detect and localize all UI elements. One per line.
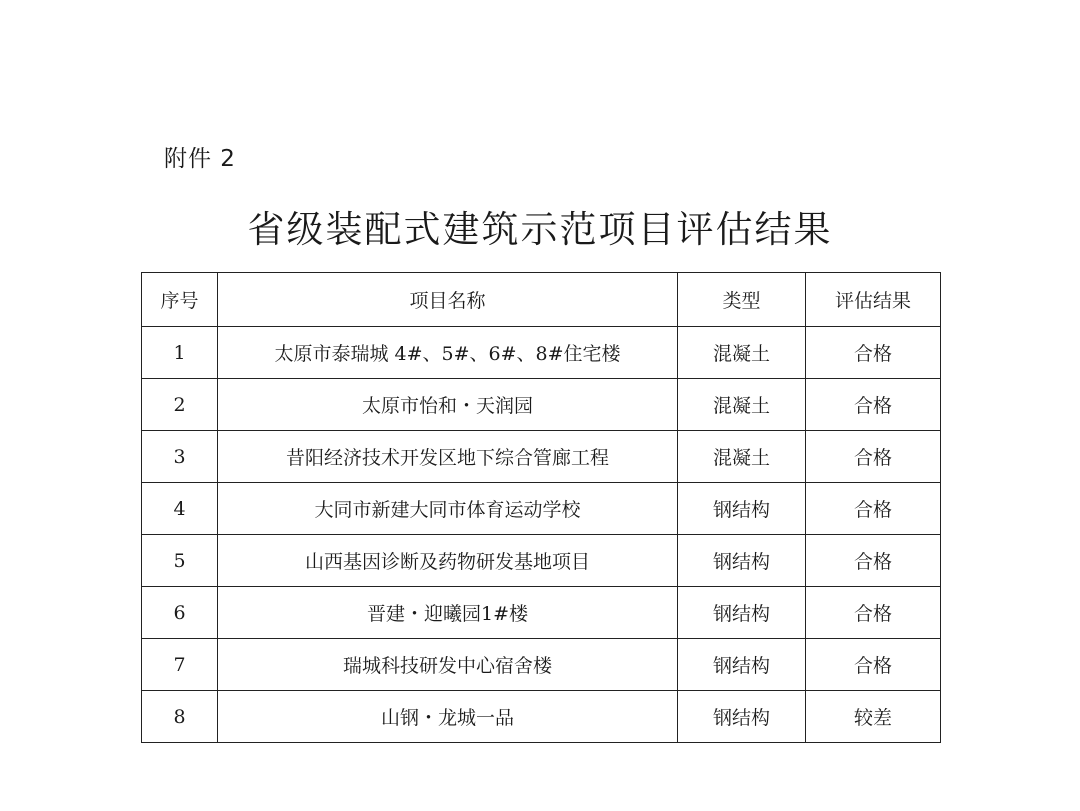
cell-type: 钢结构 [678,639,806,691]
cell-project-name: 大同市新建大同市体育运动学校 [218,483,678,535]
table-row [142,691,941,743]
cell-seq: 4 [142,483,218,535]
cell-project-name: 山西基因诊断及药物研发基地项目 [218,535,678,587]
cell-result: 合格 [806,431,941,483]
document-title: 省级装配式建筑示范项目评估结果 [247,208,833,251]
cell-result: 合格 [806,327,941,379]
cell-seq: 7 [142,639,218,691]
cell-result: 合格 [806,483,941,535]
cell-project-name: 太原市怡和・天润园 [218,379,678,431]
cell-result: 较差 [806,691,941,743]
cell-project-name: 瑞城科技研发中心宿舍楼 [218,639,678,691]
cell-result: 合格 [806,639,941,691]
cell-type: 钢结构 [678,483,806,535]
table-row [142,535,941,587]
cell-result: 合格 [806,379,941,431]
evaluation-results-table [141,272,941,743]
cell-project-name: 山钢・龙城一品 [218,691,678,743]
cell-seq: 3 [142,431,218,483]
table-header-row [142,273,941,327]
header-type: 类型 [678,273,806,327]
header-result: 评估结果 [806,273,941,327]
cell-type: 钢结构 [678,535,806,587]
cell-result: 合格 [806,535,941,587]
table-row [142,639,941,691]
table-row [142,379,941,431]
header-seq: 序号 [142,273,218,327]
table-row [142,483,941,535]
cell-seq: 1 [142,327,218,379]
table-row [142,587,941,639]
cell-type: 混凝土 [678,327,806,379]
cell-project-name: 昔阳经济技术开发区地下综合管廊工程 [218,431,678,483]
cell-type: 钢结构 [678,691,806,743]
cell-seq: 8 [142,691,218,743]
cell-type: 钢结构 [678,587,806,639]
table-row [142,327,941,379]
cell-seq: 2 [142,379,218,431]
cell-project-name: 太原市泰瑞城 4#、5#、6#、8#住宅楼 [218,327,678,379]
attachment-label: 附件 2 [164,146,236,172]
cell-project-name: 晋建・迎曦园1#楼 [218,587,678,639]
table-row [142,431,941,483]
cell-type: 混凝土 [678,431,806,483]
cell-seq: 5 [142,535,218,587]
cell-type: 混凝土 [678,379,806,431]
cell-result: 合格 [806,587,941,639]
cell-seq: 6 [142,587,218,639]
header-project-name: 项目名称 [218,273,678,327]
